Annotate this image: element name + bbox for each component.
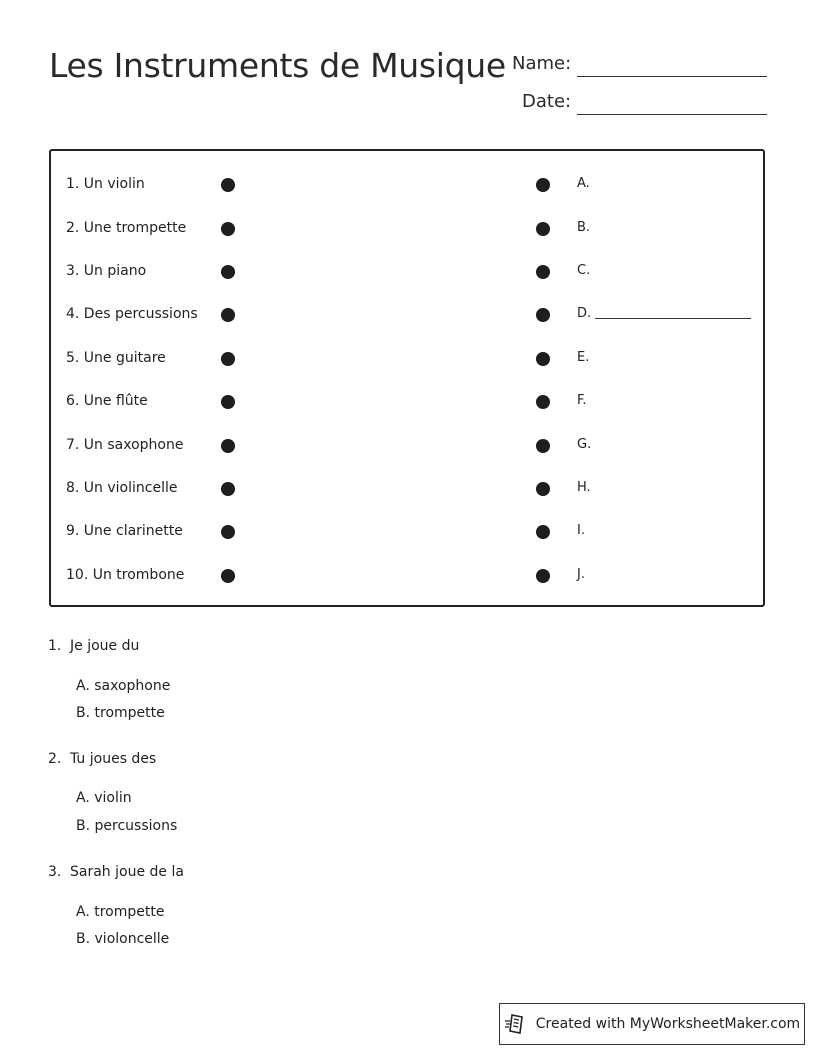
answer-letter: E. (577, 350, 590, 365)
right-connector-dot[interactable] (536, 308, 550, 322)
answer-option[interactable] (76, 904, 164, 920)
instrument-label: 8. Un violincelle (66, 480, 178, 496)
instrument-label: 1. Un violin (66, 176, 145, 192)
answer-option[interactable] (76, 705, 165, 721)
name-field[interactable] (577, 76, 767, 77)
worksheet-maker-logo-icon (504, 1013, 528, 1035)
option-letter: B. (76, 705, 91, 721)
instrument-label: 3. Un piano (66, 263, 147, 279)
option-letter: A. (76, 678, 90, 694)
right-connector-dot[interactable] (536, 525, 550, 539)
footer-badge[interactable] (499, 1003, 805, 1045)
instrument-label: 2. Une trompette (66, 220, 187, 236)
instrument-label: 9. Une clarinette (66, 523, 183, 539)
matching-row (51, 263, 763, 283)
answer-letter: B. (577, 220, 591, 235)
instrument-label: 7. Un saxophone (66, 437, 184, 453)
answer-letter: F. (577, 393, 587, 408)
left-connector-dot[interactable] (221, 178, 235, 192)
answer-letter: C. (577, 263, 591, 278)
question-number: 1. (48, 638, 62, 654)
answer-option[interactable] (76, 818, 177, 834)
option-text: trompette (94, 705, 165, 721)
matching-row (51, 220, 763, 240)
option-text: percussions (94, 818, 178, 834)
answer-option[interactable] (76, 790, 132, 806)
answer-letter: J. (577, 567, 585, 582)
left-connector-dot[interactable] (221, 352, 235, 366)
right-connector-dot[interactable] (536, 265, 550, 279)
right-connector-dot[interactable] (536, 222, 550, 236)
option-text: violin (94, 790, 132, 806)
answer-letter: H. (577, 480, 591, 495)
answer-letter: G. (577, 437, 592, 452)
question-prompt: Sarah joue de la (70, 864, 184, 880)
matching-row (51, 480, 763, 500)
answer-letter: A. (577, 176, 590, 191)
answer-letter: I. (577, 523, 585, 538)
instrument-label: 10. Un trombone (66, 567, 185, 583)
question-prompt: Tu joues des (70, 751, 157, 767)
answer-letter-with-blank (577, 306, 751, 321)
right-connector-dot[interactable] (536, 482, 550, 496)
footer-text: Created with MyWorksheetMaker.com (535, 1016, 801, 1032)
matching-row (51, 567, 763, 587)
matching-row (51, 350, 763, 370)
question (48, 638, 139, 654)
page-title: Les Instruments de Musique (49, 46, 506, 85)
date-label: Date: (522, 91, 572, 112)
left-connector-dot[interactable] (221, 525, 235, 539)
question-number: 2. (48, 751, 62, 767)
name-label: Name: (512, 53, 572, 74)
matching-section (49, 149, 765, 607)
answer-option[interactable] (76, 678, 170, 694)
answer-option[interactable] (76, 931, 169, 947)
right-connector-dot[interactable] (536, 395, 550, 409)
question (48, 751, 156, 767)
option-text: trompette (94, 904, 165, 920)
option-text: saxophone (94, 678, 171, 694)
question (48, 864, 184, 880)
right-connector-dot[interactable] (536, 178, 550, 192)
left-connector-dot[interactable] (221, 265, 235, 279)
option-text: violoncelle (94, 931, 170, 947)
instrument-label: 5. Une guitare (66, 350, 166, 366)
left-connector-dot[interactable] (221, 222, 235, 236)
matching-row (51, 306, 763, 326)
left-connector-dot[interactable] (221, 439, 235, 453)
matching-row (51, 393, 763, 413)
instrument-label: 4. Des percussions (66, 306, 198, 322)
question-prompt: Je joue du (70, 638, 140, 654)
matching-row (51, 523, 763, 543)
matching-row (51, 437, 763, 457)
right-connector-dot[interactable] (536, 569, 550, 583)
option-letter: B. (76, 818, 91, 834)
option-letter: B. (76, 931, 91, 947)
answer-blank-line[interactable] (595, 318, 751, 319)
left-connector-dot[interactable] (221, 308, 235, 322)
right-connector-dot[interactable] (536, 439, 550, 453)
option-letter: A. (76, 904, 90, 920)
right-connector-dot[interactable] (536, 352, 550, 366)
date-field[interactable] (577, 114, 767, 115)
left-connector-dot[interactable] (221, 569, 235, 583)
question-number: 3. (48, 864, 62, 880)
left-connector-dot[interactable] (221, 395, 235, 409)
option-letter: A. (76, 790, 90, 806)
matching-row (51, 176, 763, 196)
answer-letter: D. (577, 306, 592, 321)
left-connector-dot[interactable] (221, 482, 235, 496)
instrument-label: 6. Une flûte (66, 393, 148, 409)
